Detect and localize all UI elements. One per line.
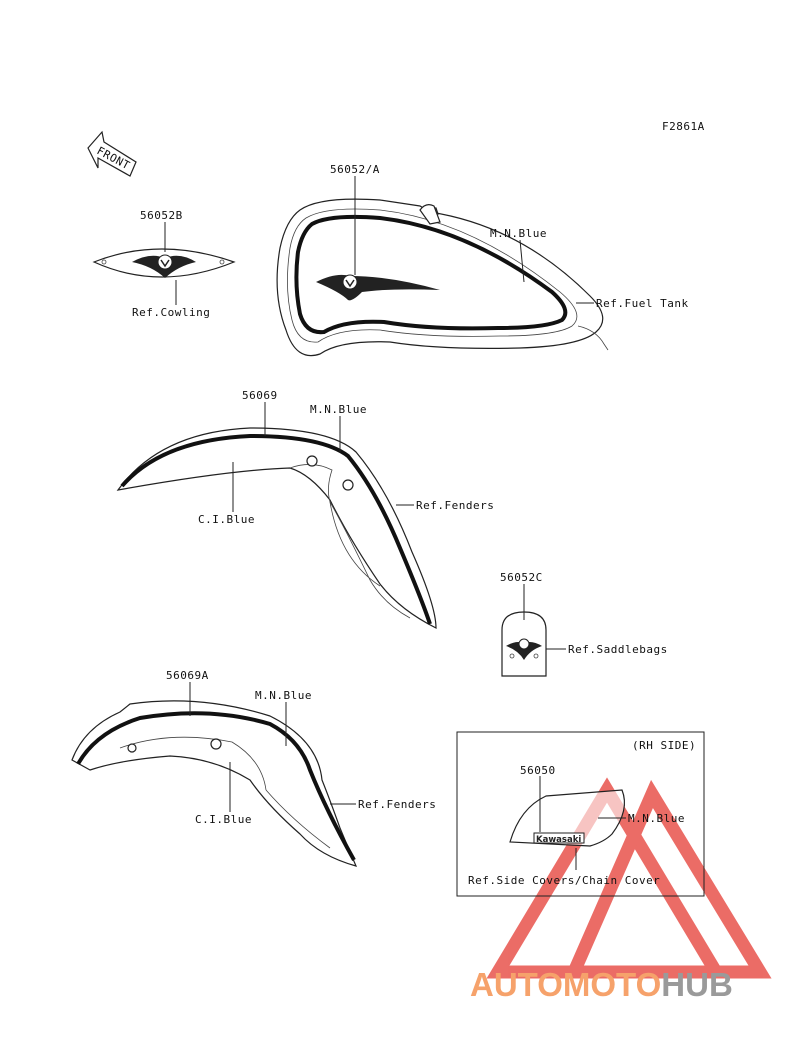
label-front-mn-blue: M.N.Blue xyxy=(310,403,367,416)
label-ref-saddlebags: Ref.Saddlebags xyxy=(568,643,668,656)
label-56052a: 56052/A xyxy=(330,163,380,176)
label-front-ci-blue: C.I.Blue xyxy=(198,513,255,526)
label-front-fenders: Ref.Fenders xyxy=(416,499,495,512)
figure-code: F2861A xyxy=(662,120,705,133)
saddlebag-emblem-part xyxy=(502,612,546,676)
front-fender-part xyxy=(118,428,436,628)
label-56050: 56050 xyxy=(520,764,556,777)
label-ref-side-covers: Ref.Side Covers/Chain Cover xyxy=(468,874,661,887)
front-arrow-icon xyxy=(88,132,136,176)
fuel-tank-part xyxy=(277,199,608,355)
label-rear-ci-blue: C.I.Blue xyxy=(195,813,252,826)
label-ref-fuel-tank: Ref.Fuel Tank xyxy=(596,297,689,310)
label-56069: 56069 xyxy=(242,389,278,402)
watermark-part2: HUB xyxy=(661,966,733,1003)
watermark-part1: AUTOMOTO xyxy=(470,966,662,1003)
label-56052b: 56052B xyxy=(140,209,183,222)
rear-fender-part xyxy=(72,701,356,866)
label-side-mn-blue: M.N.Blue xyxy=(628,812,685,825)
kawasaki-badge: Kawasaki xyxy=(536,835,582,845)
watermark-text xyxy=(470,966,733,1003)
cowling-emblem-part xyxy=(94,249,234,278)
label-rh-side: (RH SIDE) xyxy=(632,739,697,752)
label-tank-mn-blue: M.N.Blue xyxy=(490,227,547,240)
label-rear-mn-blue: M.N.Blue xyxy=(255,689,312,702)
front-arrow-label: FRONT xyxy=(94,144,133,173)
label-rear-fenders: Ref.Fenders xyxy=(358,798,437,811)
label-56069a: 56069A xyxy=(166,669,209,682)
label-56052c: 56052C xyxy=(500,571,543,584)
label-ref-cowling: Ref.Cowling xyxy=(132,306,211,319)
